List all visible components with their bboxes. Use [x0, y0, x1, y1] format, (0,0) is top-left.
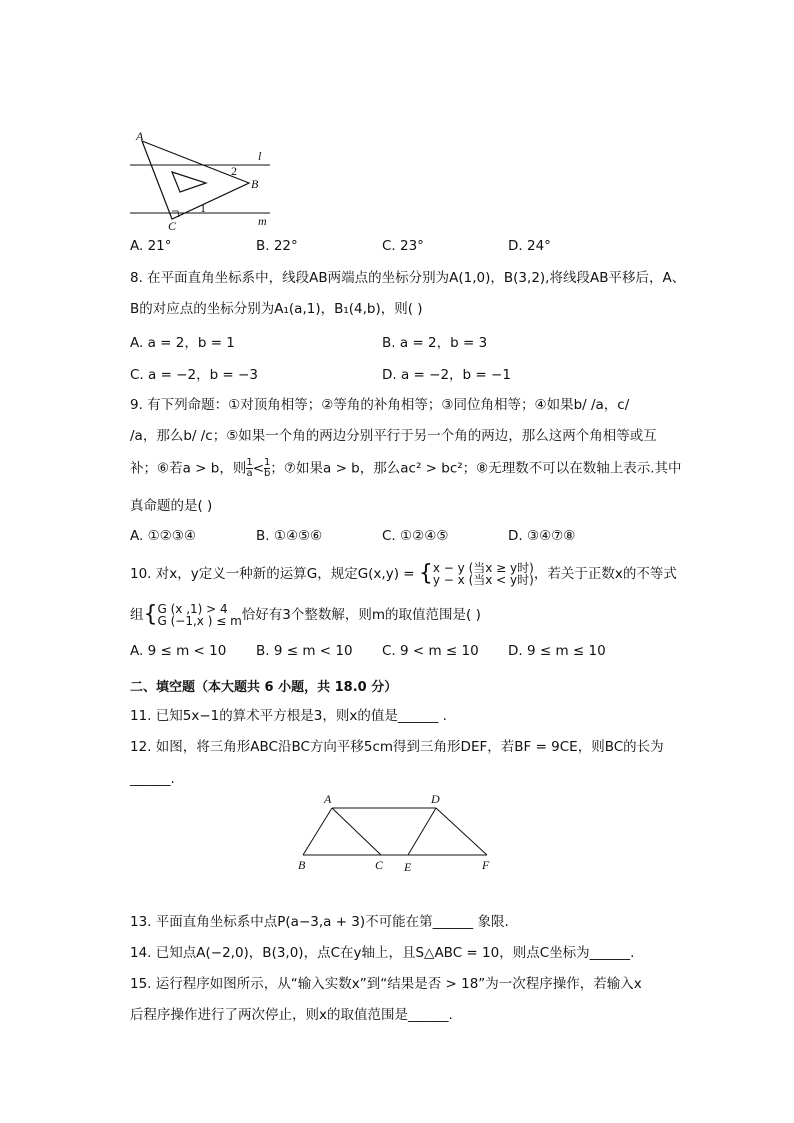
q12-line-2: ______. — [130, 771, 175, 787]
q8-option-a[interactable]: A. a = 2，b = 1 — [130, 335, 235, 351]
label-E: E — [404, 860, 412, 874]
q15-line-2: 后程序操作进行了两次停止，则x的取值范围是______. — [130, 1007, 453, 1023]
q10-system: G (x ,1) > 4 G (−1,x ) ≤ m — [157, 602, 242, 628]
label-m: m — [258, 214, 267, 228]
q9-lt: < — [252, 460, 265, 477]
q13-text: 13. 平面直角坐标系中点P(a−3,a + 3)不可能在第______ 象限. — [130, 914, 509, 930]
q10-sys-brace: { — [143, 602, 158, 627]
label-D: D — [431, 792, 440, 806]
q10-line-1a: 10. 对x，y定义一种新的运算G，规定G(x,y) = — [130, 566, 415, 582]
q11-text: 11. 已知5x−1的算术平方根是3，则x的值是______ . — [130, 708, 447, 724]
label-B: B — [298, 858, 306, 872]
q9-line-1: 9. 有下列命题：①对顶角相等；②等角的补角相等；③同位角相等；④如果b/ /a，c/ — [130, 397, 630, 413]
segment-ac — [332, 808, 381, 855]
q9-line-4: 真命题的是( ) — [130, 498, 213, 514]
q10-brace: { — [418, 561, 433, 586]
segment-de — [408, 808, 436, 855]
label-C: C — [168, 219, 177, 233]
q9-line-3a: 补；⑥若a > b，则 — [130, 460, 247, 477]
q9-line-3 — [130, 458, 690, 484]
q10-line-2b: 恰好有3个整数解，则m的取值范围是( ) — [241, 607, 481, 623]
q7-option-c[interactable]: C. 23° — [382, 238, 424, 254]
q10-option-a[interactable]: A. 9 ≤ m < 10 — [130, 643, 227, 659]
q15-line-1: 15. 运行程序如图所示，从“输入实数x”到“结果是否 > 18”为一次程序操作，若输入x — [130, 976, 642, 992]
q10-line-2 — [130, 603, 690, 631]
q7-option-b[interactable]: B. 22° — [256, 238, 298, 254]
q8-line-1: 8. 在平面直角坐标系中，线段AB两端点的坐标分别为A(1,0)，B(3,2),将线段AB平移后，A、 — [130, 270, 686, 286]
q12-line-1: 12. 如图，将三角形ABC沿BC方向平移5cm得到三角形DEF，若BF = 9CE，则BC的长为 — [130, 739, 664, 755]
q9-line-3b: ；⑦如果a > b，那么ac² > bc²；⑧无理数不可以在数轴上表示.其中 — [270, 460, 682, 477]
inner-triangle — [172, 172, 206, 192]
segment-df — [436, 808, 487, 855]
angle-label-2: 2 — [231, 164, 237, 178]
q7-option-d[interactable]: D. 24° — [508, 238, 551, 254]
q9-option-a[interactable]: A. ①②③④ — [130, 528, 196, 544]
q9-option-b[interactable]: B. ①④⑤⑥ — [256, 528, 323, 544]
q7-option-a[interactable]: A. 21° — [130, 238, 172, 254]
label-A: A — [324, 792, 332, 806]
q10-line-2a: 组 — [130, 607, 144, 623]
q9-option-c[interactable]: C. ①②④⑤ — [382, 528, 449, 544]
q9-option-d[interactable]: D. ③④⑦⑧ — [508, 528, 576, 544]
q10-option-d[interactable]: D. 9 ≤ m ≤ 10 — [508, 643, 606, 659]
q14-text: 14. 已知点A(−2,0)，B(3,0)，点C在y轴上，且S△ABC = 10，则点C坐标为______. — [130, 945, 635, 961]
label-l: l — [258, 149, 262, 163]
segment-ab — [303, 808, 332, 855]
q9-frac-1a: $\frac{1}{a}$ — [246, 457, 253, 479]
q8-option-c[interactable]: C. a = −2，b = −3 — [130, 367, 258, 383]
section-2-title: 二、填空题（本大题共 6 小题，共 18.0 分） — [130, 680, 398, 695]
q10-option-b[interactable]: B. 9 ≤ m < 10 — [256, 643, 353, 659]
angle-label-1: 1 — [200, 201, 206, 215]
q9-frac-1b: $\frac{1}{b}$ — [264, 457, 271, 479]
figure-translated-triangles — [295, 788, 500, 876]
label-A: A — [136, 129, 144, 143]
label-C: C — [375, 858, 384, 872]
q10-cases: x − y (当x ≥ y时) y − x (当x < y时) — [432, 561, 534, 587]
q8-line-2: B的对应点的坐标分别为A₁(a,1)，B₁(4,b)，则( ) — [130, 301, 423, 317]
q9-line-2: /a，那么b/ /c；⑤如果一个角的两边分别平行于另一个角的两边，那么这两个角相等或互 — [130, 428, 657, 444]
q10-option-c[interactable]: C. 9 < m ≤ 10 — [382, 643, 479, 659]
q8-option-b[interactable]: B. a = 2，b = 3 — [382, 335, 488, 351]
q8-option-d[interactable]: D. a = −2，b = −1 — [382, 367, 511, 383]
q10-line-1 — [130, 562, 690, 590]
figure-triangle-parallel-lines — [128, 128, 278, 233]
q10-line-1b: ，若关于正数x的不等式 — [533, 566, 677, 582]
label-B: B — [251, 177, 259, 191]
label-F: F — [482, 858, 490, 872]
